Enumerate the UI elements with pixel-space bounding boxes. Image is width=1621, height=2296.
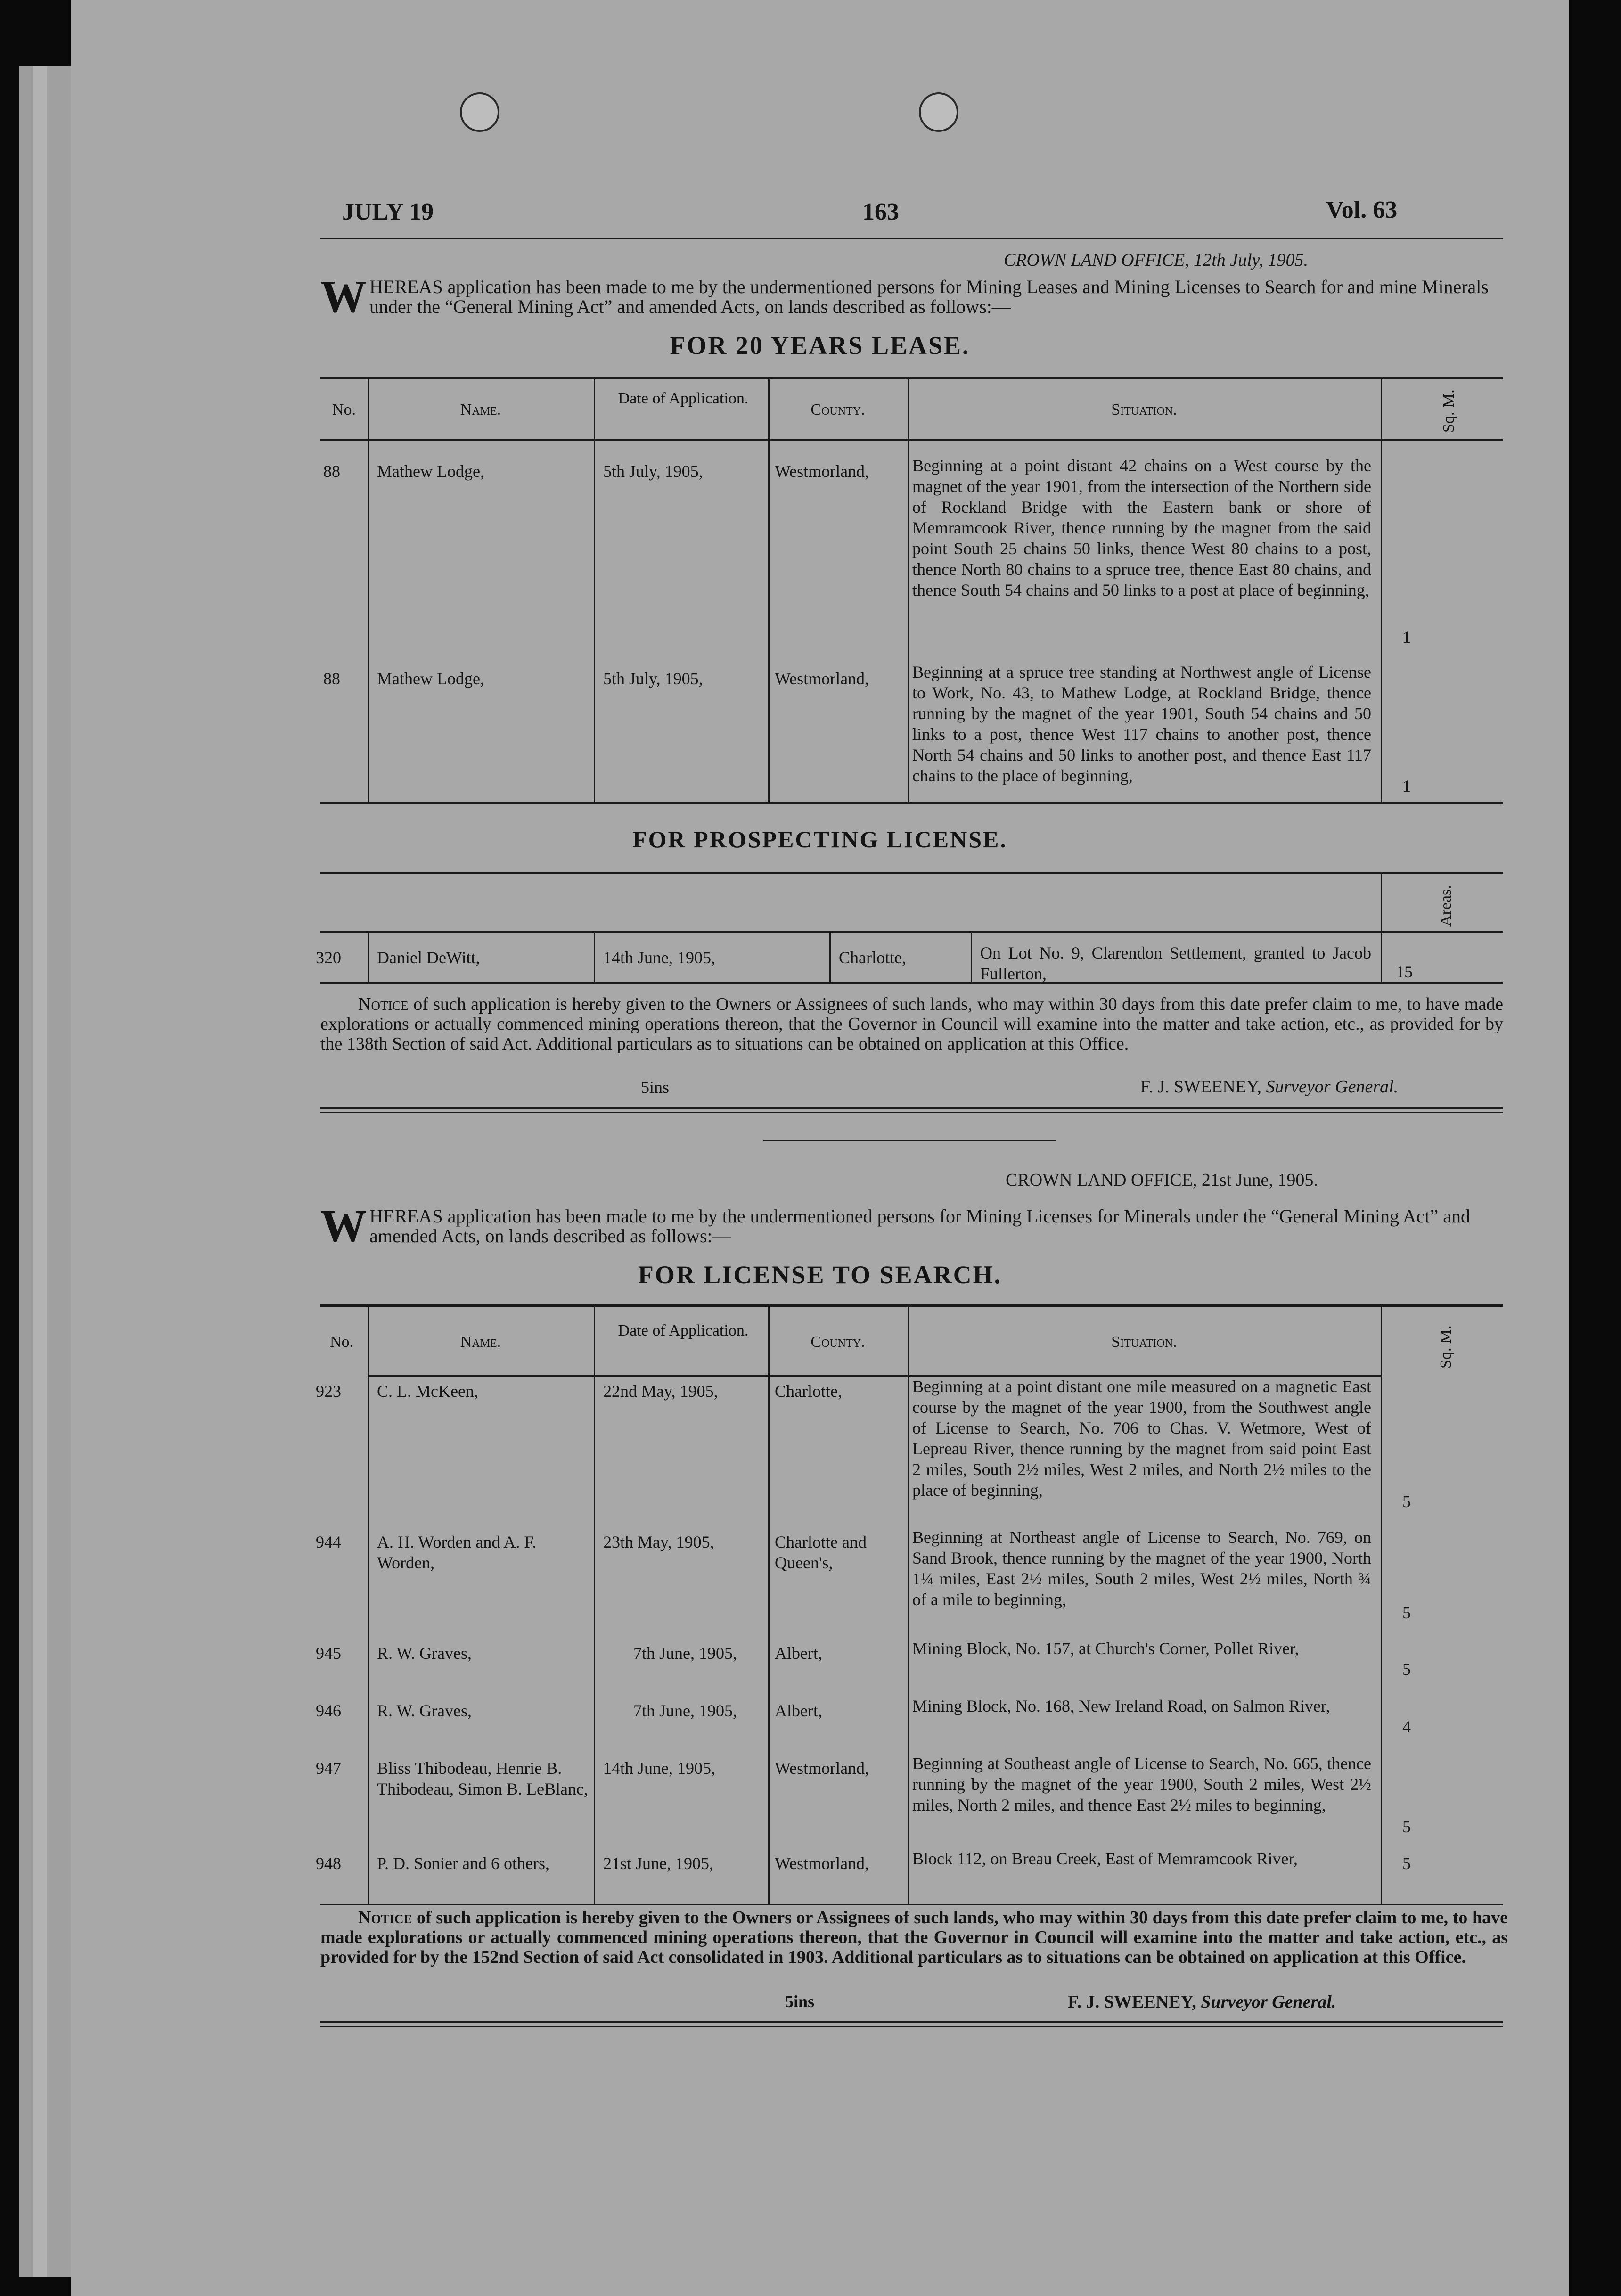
table-row-no: 320 [316, 948, 341, 967]
column-divider [594, 379, 595, 802]
insertion-count: 5ins [785, 1992, 815, 2011]
separator-rule [763, 1140, 1056, 1141]
column-header-name: Name. [460, 401, 501, 418]
table-row-name: P. D. Sonier and 6 others, [377, 1854, 549, 1873]
column-divider [594, 1307, 595, 1904]
column-divider [368, 379, 369, 802]
table-row-name: Mathew Lodge, [377, 669, 484, 688]
intro-text: HEREAS application has been made to me by the undermentioned persons for Mining Licenses for Minerals under the “General Mining Act” and amended Acts, on lands described as follows:— [369, 1205, 1471, 1246]
column-divider [768, 379, 770, 802]
table-row-county: Charlotte and Queen's, [775, 1533, 867, 1572]
table-row-name: Mathew Lodge, [377, 462, 484, 481]
column-divider [368, 933, 369, 982]
notice-end-rule [320, 2026, 1503, 2027]
table-row-situation: Beginning at Northeast angle of License to Search, No. 769, on Sand Brook, thence running by the magnet of the year 1900, North 1¼ miles, East 2½ miles, South 2 miles, West 2½ miles, North ¾ of a mile to beginning, [912, 1528, 1371, 1609]
column-header-sqm: Sq. M. [1437, 1325, 1455, 1369]
column-header-date: Date of Application. [618, 390, 749, 407]
binder-hole-right [919, 92, 958, 132]
table-row-date: 14th June, 1905, [603, 1759, 715, 1778]
notice-lead: Notice [358, 994, 409, 1014]
column-divider [1381, 874, 1382, 982]
table-row-county: Westmorland, [775, 669, 869, 688]
table-row-county: Albert, [775, 1701, 822, 1720]
signature-title: Surveyor General. [1266, 1077, 1399, 1097]
table-row-situation: Mining Block, No. 168, New Ireland Road, on Salmon River, [912, 1697, 1330, 1715]
notice-end-rule [320, 1112, 1503, 1113]
intro-paragraph [320, 1201, 1508, 1252]
notice-paragraph [320, 994, 1503, 1054]
header-date: JULY 19 [342, 198, 434, 225]
table-row-sqm: 5 [1402, 1817, 1411, 1836]
notice-text: of such application is hereby given to the Owners or Assignees of such lands, who may within 30 days from this date prefer claim to me, to have made explorations or actually commenced mining operations thereon, that the Governor in Council will examine into the matter and take action, etc., as provided for by the 138th Section of said Act. Additional particulars as to situations can be obtained on application at this Office. [320, 994, 1503, 1054]
signature [1140, 1076, 1398, 1097]
notice-end-rule [320, 1107, 1503, 1109]
column-divider [768, 1307, 770, 1904]
intro-paragraph [320, 271, 1503, 322]
column-divider [368, 1307, 369, 1904]
table-bottom-rule [320, 1904, 1503, 1905]
table-row-date: 7th June, 1905, [633, 1701, 737, 1720]
table-row-situation: Block 112, on Breau Creek, East of Memramcook River, [912, 1849, 1298, 1868]
column-divider [908, 1307, 909, 1904]
table-row-name: Daniel DeWitt, [377, 948, 480, 967]
drop-cap: W [320, 271, 367, 322]
column-header-county: County. [810, 401, 865, 418]
table-row-name: C. L. McKeen, [377, 1382, 478, 1401]
table-row-no: 945 [316, 1644, 341, 1663]
section-title: FOR 20 YEARS LEASE. [670, 331, 970, 360]
table-row-date: 5th July, 1905, [603, 462, 703, 481]
table-header-rule [320, 439, 1503, 441]
table-row-date: 5th July, 1905, [603, 669, 703, 688]
table-row-no: 947 [316, 1759, 341, 1778]
binder-hole-left [460, 92, 499, 132]
table-row-date: 7th June, 1905, [633, 1644, 737, 1663]
table-row-sqm: 1 [1402, 628, 1411, 647]
table-row-county: Charlotte, [839, 948, 906, 967]
notice-lead: Notice [358, 1908, 412, 1927]
page-number: 163 [862, 198, 899, 225]
table-row-no: 944 [316, 1533, 341, 1551]
signature [1068, 1992, 1336, 2012]
column-header-no: No. [332, 401, 356, 418]
intro-text: HEREAS application has been made to me by the undermentioned persons for Mining Leases and Mining Licenses to Search for and mine Minerals under the “General Mining Act” and amended Acts, on lands described as follows:— [369, 276, 1489, 317]
table-row-county: Westmorland, [775, 1759, 869, 1778]
column-header-situation: Situation. [1111, 1333, 1177, 1351]
table-row-situation: Beginning at Southeast angle of License to Search, No. 665, thence running by the magnet of the year 1900, South 2 miles, West 2½ miles, North 2 miles, and thence East 2½ miles to beginning, [912, 1754, 1371, 1814]
table-row-name: Bliss Thibodeau, Henrie B. Thibodeau, Simon B. LeBlanc, [377, 1759, 588, 1798]
table-row-sqm: 5 [1402, 1603, 1411, 1622]
notice-paragraph [320, 1908, 1508, 1967]
table-row-sqm: 5 [1402, 1660, 1411, 1679]
column-header-no: No. [329, 1333, 354, 1351]
table-row-sqm: 5 [1402, 1492, 1411, 1511]
table-row-name: A. H. Worden and A. F. Worden, [377, 1533, 537, 1572]
table-row-date: 22nd May, 1905, [603, 1382, 718, 1401]
table-row-date: 23th May, 1905, [603, 1533, 714, 1551]
document-page [71, 0, 1569, 2296]
table-row-sqm: 5 [1402, 1854, 1411, 1873]
header-rule [320, 238, 1503, 239]
table-row-no: 946 [316, 1701, 341, 1720]
column-header-name: Name. [460, 1333, 501, 1351]
table-row-no: 88 [323, 462, 340, 481]
table-row-county: Charlotte, [775, 1382, 842, 1401]
column-divider [971, 933, 972, 982]
table-row-county: Westmorland, [775, 462, 869, 481]
volume-label: Vol. 63 [1326, 197, 1398, 223]
table-row-no: 88 [323, 669, 340, 688]
table-row-name: R. W. Graves, [377, 1701, 472, 1720]
table-top-rule [320, 377, 1503, 379]
table-row-sqm: 4 [1402, 1717, 1411, 1736]
column-header-sqm: Sq. M. [1440, 389, 1457, 433]
column-divider [829, 933, 831, 982]
insertion-count: 5ins [641, 1078, 670, 1097]
column-header-situation: Situation. [1111, 401, 1177, 418]
notice-text: of such application is hereby given to the Owners or Assignees of such lands, who may within 30 days from this date prefer claim to me, to have made explorations or actually commenced mining operations thereon, that the Governor in Council will examine into the matter and take action, etc., as provided for by the 152nd Section of said Act consolidated in 1903. Additional particulars as to situations can be obtained on application at this Office. [320, 1908, 1508, 1967]
table-row-county: Albert, [775, 1644, 822, 1663]
section-title: FOR PROSPECTING LICENSE. [632, 826, 1007, 853]
table-row-situation: Mining Block, No. 157, at Church's Corner, Pollet River, [912, 1639, 1299, 1658]
office-line: CROWN LAND OFFICE, 21st June, 1905. [1006, 1170, 1318, 1190]
column-header-areas: Areas. [1437, 885, 1455, 927]
table-row-situation: Beginning at a point distant 42 chains on a West course by the magnet of the year 1901, from the intersection of the Northern side of Rockland Bridge with the Eastern bank or shore of Memramcook River, thence running by the magnet from the said point South 25 chains 50 links, thence West 80 chains to a post, thence North 80 chains to a spruce tree, thence East 80 chains, and thence South 54 chains and 50 links to a post at place of beginning, [912, 456, 1371, 599]
column-header-date: Date of Application. [618, 1322, 749, 1339]
table-row-date: 14th June, 1905, [603, 948, 715, 967]
table-header-rule [320, 931, 1503, 933]
table-top-rule [320, 872, 1503, 874]
office-line: CROWN LAND OFFICE, 12th July, 1905. [1004, 250, 1308, 270]
table-bottom-rule [320, 802, 1503, 804]
table-row-situation: On Lot No. 9, Clarendon Settlement, granted to Jacob Fullerton, [980, 943, 1371, 983]
table-row-county: Westmorland, [775, 1854, 869, 1873]
table-row-sqm: 1 [1402, 777, 1411, 795]
column-divider [1381, 379, 1382, 802]
signature-name: F. J. SWEENEY, [1140, 1077, 1262, 1097]
table-row-situation: Beginning at a spruce tree standing at Northwest angle of License to Work, No. 43, to Mathew Lodge, at Rockland Bridge, thence running by the magnet of the year 1901, South 54 chains and 50 links to a post, thence West 117 chains to another post, thence North 54 chains and 50 links to another post, and thence East 117 chains to the place of beginning, [912, 663, 1371, 785]
table-row-situation: Beginning at a point distant one mile measured on a magnetic East course by the magnet of the year 1900, from the Southwest angle of License to Search, No. 706 to Chas. V. Wetmore, West of Lepreau River, thence running by the magnet from said point East 2 miles, South 2½ miles, West 2 miles, and North 2½ miles to the place of beginning, [912, 1377, 1371, 1500]
notice-end-rule [320, 2021, 1503, 2023]
section-title: FOR LICENSE TO SEARCH. [638, 1261, 1002, 1289]
column-divider [1381, 1307, 1382, 1904]
table-row-date: 21st June, 1905, [603, 1854, 713, 1873]
table-row-areas: 15 [1396, 962, 1413, 981]
table-top-rule [320, 1304, 1503, 1307]
signature-title: Surveyor General. [1201, 1992, 1336, 2012]
table-row-name: R. W. Graves, [377, 1644, 472, 1663]
table-row-no: 923 [316, 1382, 341, 1401]
column-header-county: County. [810, 1333, 865, 1351]
table-row-no: 948 [316, 1854, 341, 1873]
column-divider [908, 379, 909, 802]
signature-name: F. J. SWEENEY, [1068, 1992, 1196, 2012]
drop-cap: W [320, 1201, 367, 1252]
column-divider [594, 933, 595, 982]
